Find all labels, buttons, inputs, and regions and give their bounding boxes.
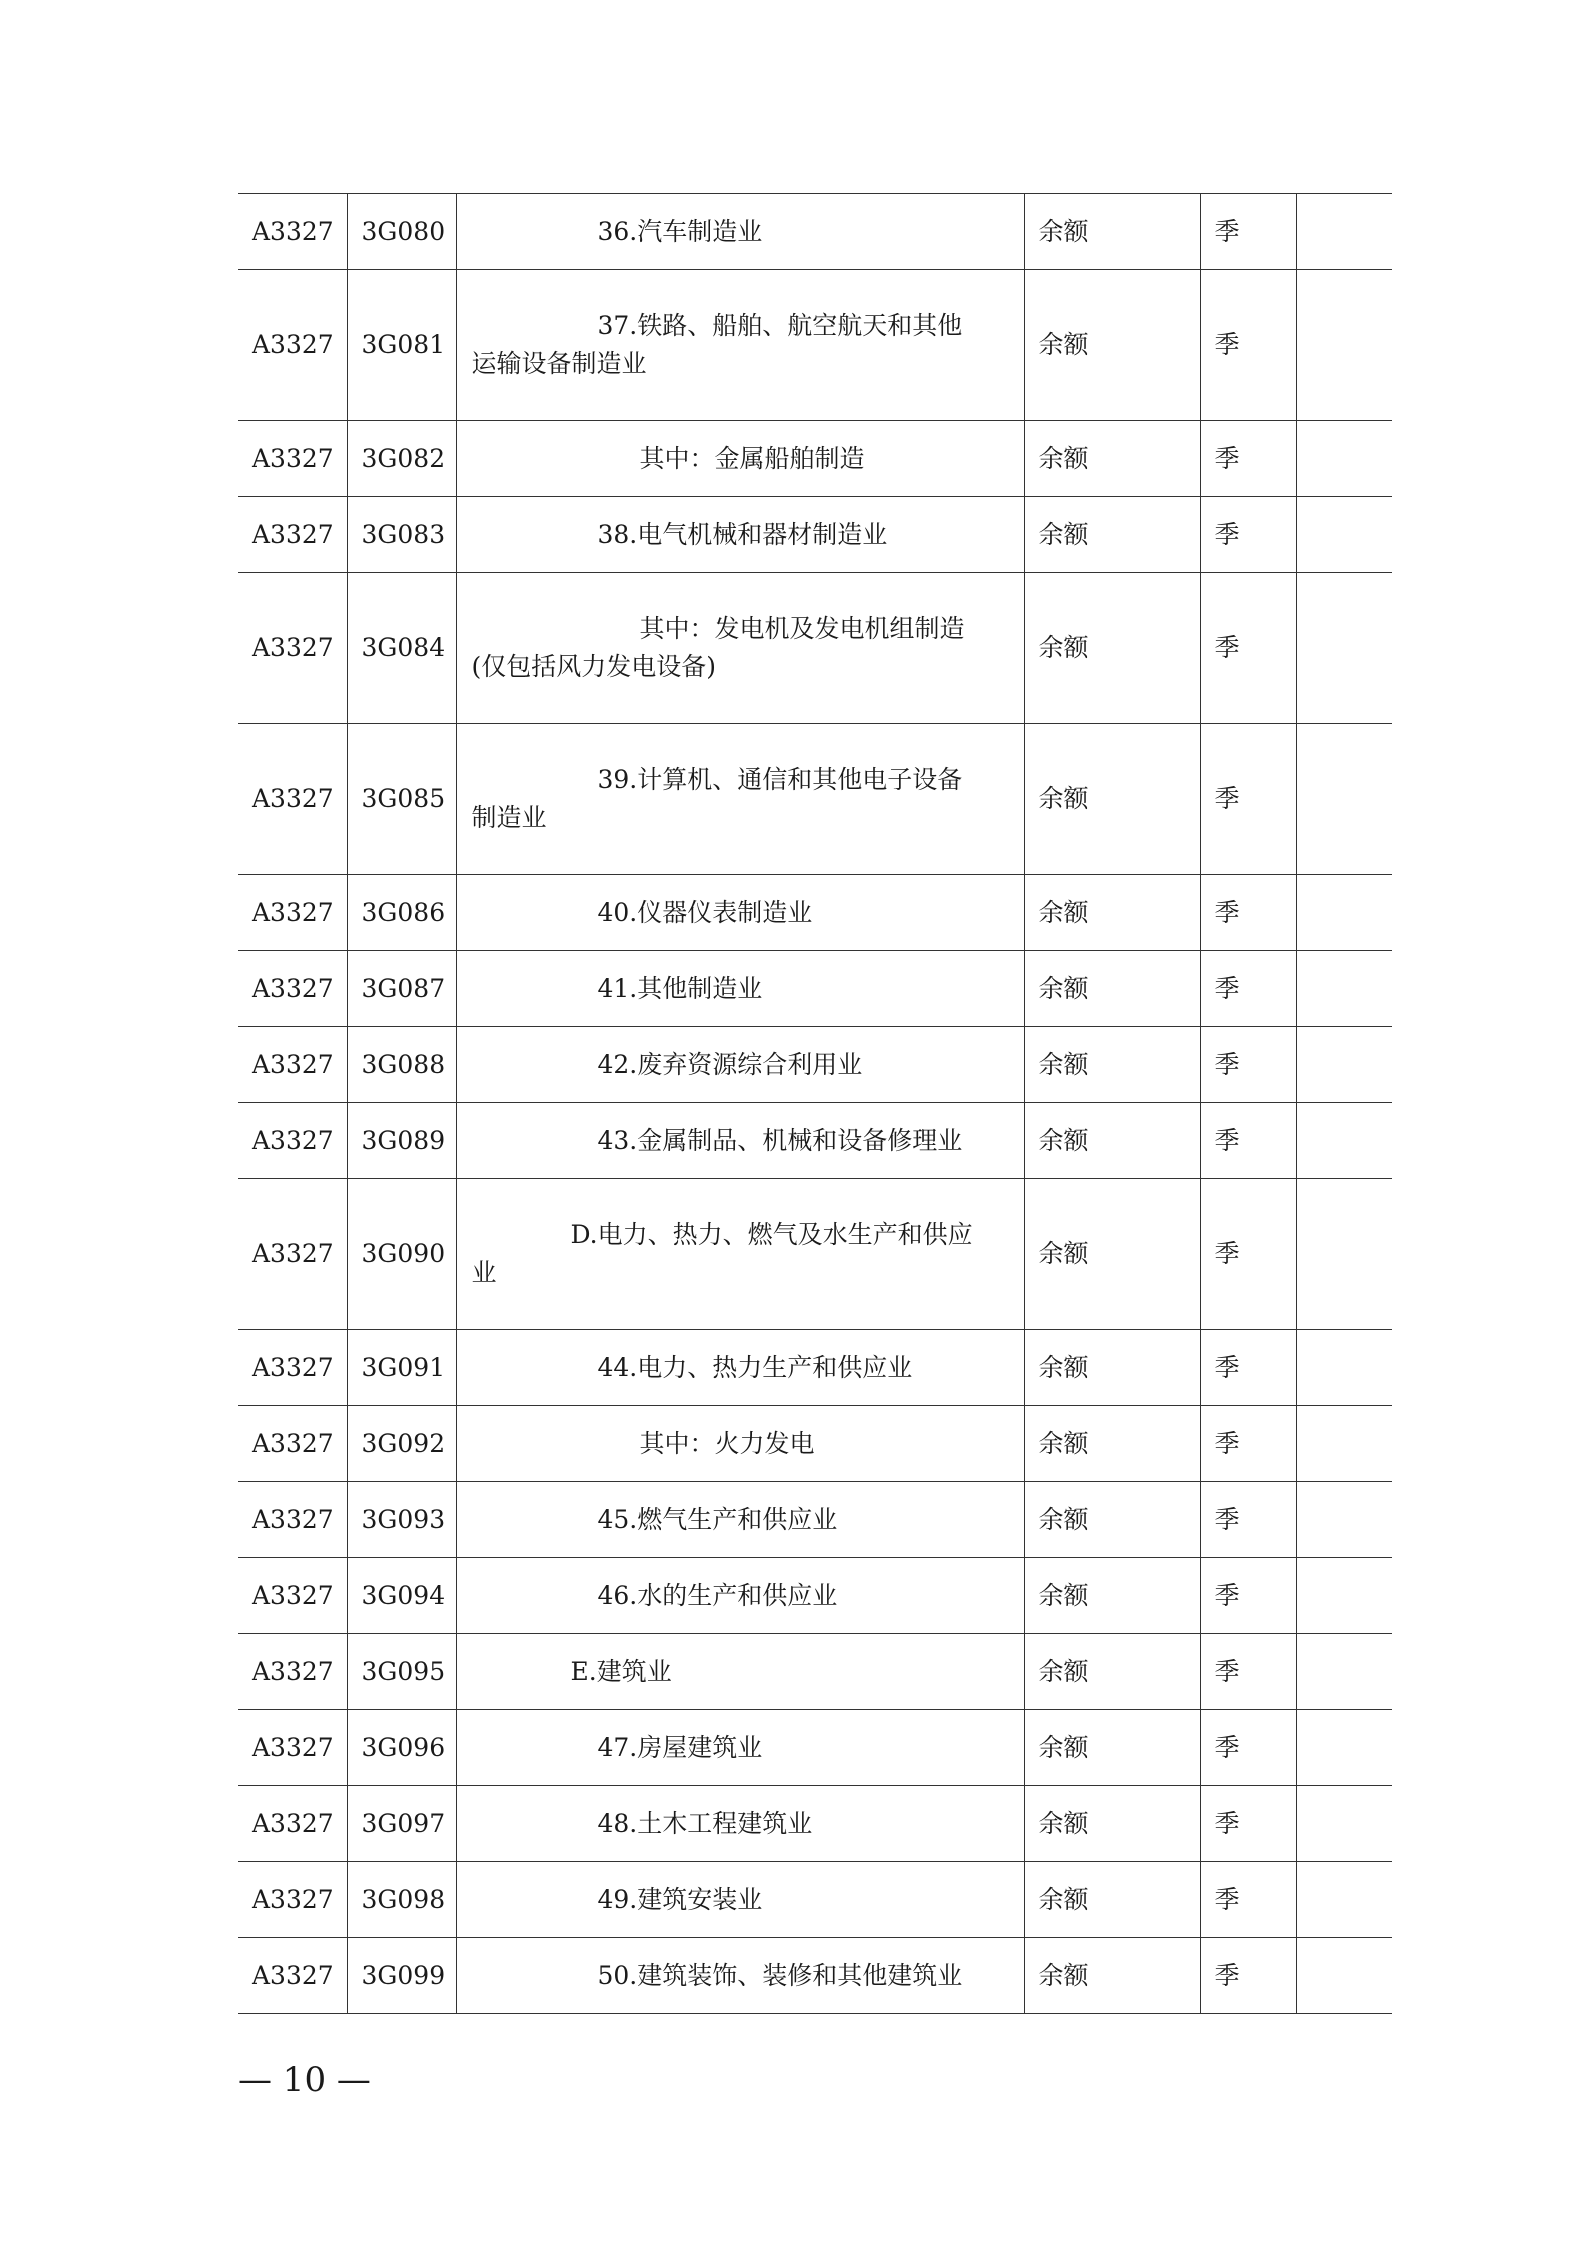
table-row: [238, 1558, 1392, 1634]
amount-type-cell: 余额: [1024, 875, 1200, 951]
blank-cell: [1296, 1330, 1392, 1406]
table-row: [238, 573, 1392, 724]
code-cell: A3327: [238, 1103, 347, 1179]
frequency-cell: 季: [1200, 951, 1296, 1027]
name-cell: [456, 270, 1024, 421]
code-cell: A3327: [238, 497, 347, 573]
indicator-table: [238, 193, 1392, 2014]
name-text: 43.金属制品、机械和设备修理业: [597, 1125, 963, 1155]
name-cell: [456, 1862, 1024, 1938]
table-row: [238, 1330, 1392, 1406]
id-cell: 3G097: [347, 1786, 456, 1862]
name-cell: [456, 497, 1024, 573]
blank-cell: [1296, 951, 1392, 1027]
code-cell: A3327: [238, 1786, 347, 1862]
name-cell: [456, 573, 1024, 724]
name-text: 37.铁路、船舶、航空航天和其他: [597, 311, 963, 340]
amount-type-cell: 余额: [1024, 1862, 1200, 1938]
blank-cell: [1296, 1634, 1392, 1710]
code-cell: A3327: [238, 1482, 347, 1558]
frequency-cell: 季: [1200, 194, 1296, 270]
id-cell: 3G091: [347, 1330, 456, 1406]
frequency-cell: 季: [1200, 1179, 1296, 1330]
code-cell: A3327: [238, 1027, 347, 1103]
blank-cell: [1296, 270, 1392, 421]
table-row: [238, 1103, 1392, 1179]
table-row: [238, 194, 1392, 270]
amount-type-cell: 余额: [1024, 497, 1200, 573]
blank-cell: [1296, 1103, 1392, 1179]
amount-type-cell: 余额: [1024, 1027, 1200, 1103]
name-cell: [456, 1482, 1024, 1558]
name-cell: [456, 724, 1024, 875]
name-text: 48.土木工程建筑业: [597, 1808, 813, 1838]
amount-type-cell: 余额: [1024, 1406, 1200, 1482]
blank-cell: [1296, 1862, 1392, 1938]
amount-type-cell: 余额: [1024, 1558, 1200, 1634]
frequency-cell: 季: [1200, 1938, 1296, 2014]
frequency-cell: 季: [1200, 1027, 1296, 1103]
blank-cell: [1296, 724, 1392, 875]
frequency-cell: 季: [1200, 270, 1296, 421]
amount-type-cell: 余额: [1024, 1786, 1200, 1862]
name-cell: [456, 875, 1024, 951]
name-cell: [456, 1330, 1024, 1406]
name-text: 其中：火力发电: [639, 1428, 815, 1458]
frequency-cell: 季: [1200, 421, 1296, 497]
code-cell: A3327: [238, 1710, 347, 1786]
table-row: [238, 1179, 1392, 1330]
code-cell: A3327: [238, 421, 347, 497]
frequency-cell: 季: [1200, 573, 1296, 724]
id-cell: 3G090: [347, 1179, 456, 1330]
id-cell: 3G084: [347, 573, 456, 724]
blank-cell: [1296, 1179, 1392, 1330]
frequency-cell: 季: [1200, 1558, 1296, 1634]
code-cell: A3327: [238, 1862, 347, 1938]
code-cell: A3327: [238, 1179, 347, 1330]
name-cell: [456, 1027, 1024, 1103]
name-text: D.电力、热力、燃气及水生产和供应: [570, 1220, 973, 1249]
name-text-continued: 制造业: [471, 803, 547, 832]
table-row: [238, 421, 1392, 497]
code-cell: A3327: [238, 951, 347, 1027]
amount-type-cell: 余额: [1024, 421, 1200, 497]
table-row: [238, 1634, 1392, 1710]
frequency-cell: 季: [1200, 1786, 1296, 1862]
amount-type-cell: 余额: [1024, 194, 1200, 270]
id-cell: 3G081: [347, 270, 456, 421]
amount-type-cell: 余额: [1024, 1710, 1200, 1786]
frequency-cell: 季: [1200, 875, 1296, 951]
code-cell: A3327: [238, 1330, 347, 1406]
name-text: 50.建筑装饰、装修和其他建筑业: [597, 1960, 963, 1990]
name-cell: [456, 194, 1024, 270]
name-text: 45.燃气生产和供应业: [597, 1504, 838, 1534]
name-cell: [456, 1938, 1024, 2014]
code-cell: A3327: [238, 573, 347, 724]
amount-type-cell: 余额: [1024, 724, 1200, 875]
name-text: 41.其他制造业: [597, 973, 763, 1003]
table-row: [238, 497, 1392, 573]
id-cell: 3G099: [347, 1938, 456, 2014]
id-cell: 3G094: [347, 1558, 456, 1634]
frequency-cell: 季: [1200, 724, 1296, 875]
blank-cell: [1296, 573, 1392, 724]
id-cell: 3G093: [347, 1482, 456, 1558]
name-text: 46.水的生产和供应业: [597, 1580, 838, 1610]
code-cell: A3327: [238, 724, 347, 875]
id-cell: 3G098: [347, 1862, 456, 1938]
amount-type-cell: 余额: [1024, 270, 1200, 421]
amount-type-cell: 余额: [1024, 1482, 1200, 1558]
name-text: 39.计算机、通信和其他电子设备: [597, 765, 963, 794]
name-text: 38.电气机械和器材制造业: [597, 519, 888, 549]
amount-type-cell: 余额: [1024, 573, 1200, 724]
id-cell: 3G089: [347, 1103, 456, 1179]
id-cell: 3G083: [347, 497, 456, 573]
blank-cell: [1296, 497, 1392, 573]
code-cell: A3327: [238, 1406, 347, 1482]
blank-cell: [1296, 1406, 1392, 1482]
code-cell: A3327: [238, 1634, 347, 1710]
name-cell: [456, 1406, 1024, 1482]
table-row: [238, 1938, 1392, 2014]
blank-cell: [1296, 194, 1392, 270]
amount-type-cell: 余额: [1024, 1179, 1200, 1330]
id-cell: 3G088: [347, 1027, 456, 1103]
id-cell: 3G082: [347, 421, 456, 497]
name-text: 40.仪器仪表制造业: [597, 897, 813, 927]
table-row: [238, 1482, 1392, 1558]
frequency-cell: 季: [1200, 1103, 1296, 1179]
name-text: 36.汽车制造业: [597, 216, 763, 246]
code-cell: A3327: [238, 194, 347, 270]
name-text-continued: 业: [471, 1258, 497, 1287]
name-text-continued: (仅包括风力发电设备): [471, 652, 717, 681]
frequency-cell: 季: [1200, 1482, 1296, 1558]
frequency-cell: 季: [1200, 497, 1296, 573]
table-row: [238, 1406, 1392, 1482]
name-cell: [456, 1103, 1024, 1179]
amount-type-cell: 余额: [1024, 1634, 1200, 1710]
code-cell: A3327: [238, 270, 347, 421]
id-cell: 3G080: [347, 194, 456, 270]
code-cell: A3327: [238, 875, 347, 951]
table-row: [238, 724, 1392, 875]
code-cell: A3327: [238, 1938, 347, 2014]
table-row: [238, 875, 1392, 951]
name-text: E.建筑业: [570, 1656, 672, 1686]
blank-cell: [1296, 1482, 1392, 1558]
name-cell: [456, 1179, 1024, 1330]
amount-type-cell: 余额: [1024, 951, 1200, 1027]
table-row: [238, 1710, 1392, 1786]
name-text: 其中：金属船舶制造: [639, 443, 865, 473]
name-cell: [456, 951, 1024, 1027]
frequency-cell: 季: [1200, 1330, 1296, 1406]
name-text: 49.建筑安装业: [597, 1884, 763, 1914]
frequency-cell: 季: [1200, 1862, 1296, 1938]
name-text: 其中：发电机及发电机组制造: [639, 614, 965, 643]
blank-cell: [1296, 1558, 1392, 1634]
table-row: [238, 1862, 1392, 1938]
page-number: — 10 —: [238, 2060, 371, 2100]
id-cell: 3G092: [347, 1406, 456, 1482]
amount-type-cell: 余额: [1024, 1330, 1200, 1406]
blank-cell: [1296, 1938, 1392, 2014]
id-cell: 3G096: [347, 1710, 456, 1786]
name-text: 42.废弃资源综合利用业: [597, 1049, 863, 1079]
id-cell: 3G095: [347, 1634, 456, 1710]
frequency-cell: 季: [1200, 1710, 1296, 1786]
name-text: 47.房屋建筑业: [597, 1732, 763, 1762]
id-cell: 3G087: [347, 951, 456, 1027]
name-cell: [456, 1786, 1024, 1862]
code-cell: A3327: [238, 1558, 347, 1634]
name-cell: [456, 421, 1024, 497]
blank-cell: [1296, 421, 1392, 497]
name-cell: [456, 1634, 1024, 1710]
table-row: [238, 951, 1392, 1027]
table-row: [238, 270, 1392, 421]
frequency-cell: 季: [1200, 1634, 1296, 1710]
blank-cell: [1296, 875, 1392, 951]
table-row: [238, 1786, 1392, 1862]
name-cell: [456, 1710, 1024, 1786]
blank-cell: [1296, 1027, 1392, 1103]
name-text-continued: 运输设备制造业: [471, 349, 647, 378]
blank-cell: [1296, 1786, 1392, 1862]
name-text: 44.电力、热力生产和供应业: [597, 1352, 913, 1382]
id-cell: 3G086: [347, 875, 456, 951]
blank-cell: [1296, 1710, 1392, 1786]
id-cell: 3G085: [347, 724, 456, 875]
table-row: [238, 1027, 1392, 1103]
frequency-cell: 季: [1200, 1406, 1296, 1482]
amount-type-cell: 余额: [1024, 1938, 1200, 2014]
amount-type-cell: 余额: [1024, 1103, 1200, 1179]
name-cell: [456, 1558, 1024, 1634]
